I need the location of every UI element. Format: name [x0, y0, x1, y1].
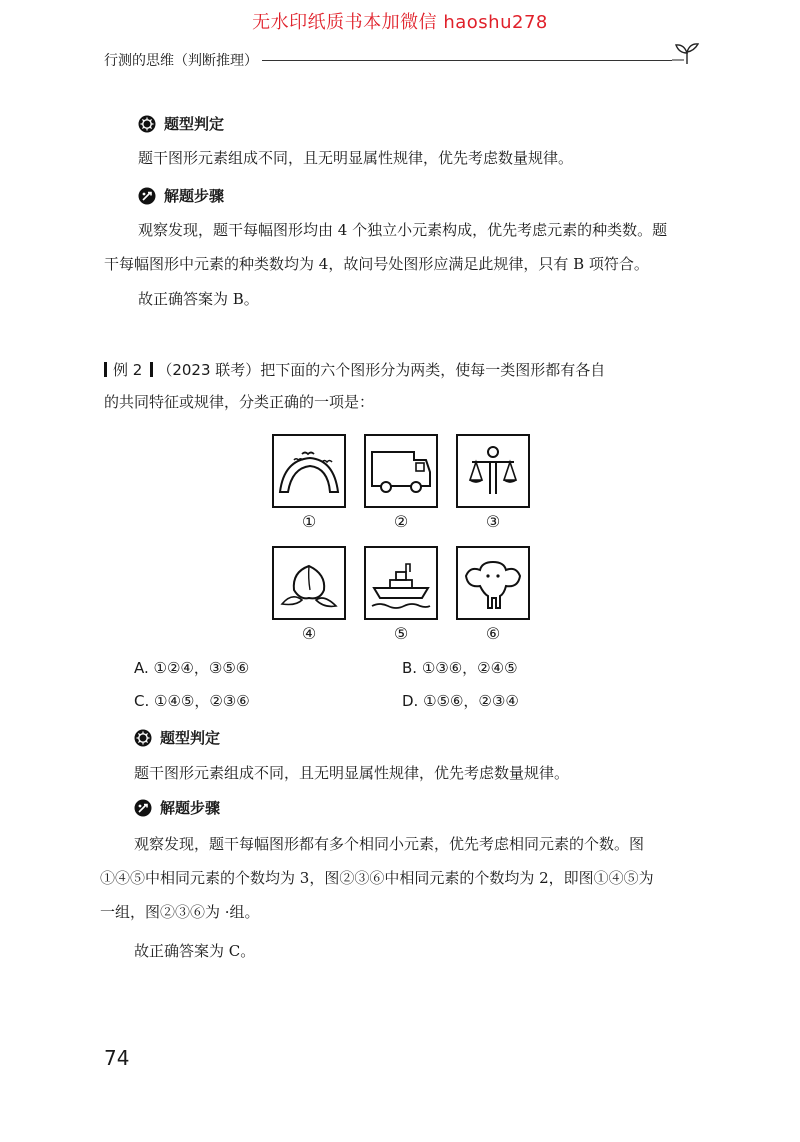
steps-heading-1 [138, 185, 224, 206]
peach-icon [274, 548, 344, 618]
steps-heading-2 [134, 797, 220, 818]
figure-3-caption: ③ [485, 512, 501, 531]
judge-heading-2 [134, 727, 220, 748]
steps-heading-1-label: 解题步骤 [164, 187, 225, 205]
elephant-icon [458, 548, 528, 618]
steps-line-2c: 一组，图②③⑥为 ·组。 [100, 903, 260, 921]
page-number: 74 [104, 1046, 130, 1070]
steps-line-1a: 观察发现，题干每幅图形均由 4 个独立小元素构成，优先考虑元素的种类数。题 [138, 221, 668, 239]
gear-bulb-icon [134, 729, 152, 747]
figure-1 [272, 434, 346, 508]
steps-line-2b: ①④⑤中相同元素的个数均为 3，图②③⑥中相同元素的个数均为 2，即图①④⑤为 [100, 869, 654, 887]
example-label: 例 2 [113, 361, 143, 379]
judge-heading-2-label: 题型判定 [160, 729, 221, 747]
figure-1-caption: ① [301, 512, 317, 531]
ship-icon [366, 548, 436, 618]
header-rule [262, 60, 672, 61]
judge-heading-1 [138, 113, 224, 134]
judge-text-1: 题干图形元素组成不同，且无明显属性规律，优先考虑数量规律。 [138, 149, 574, 167]
watermark-text: 无水印纸质书本加微信 haoshu278 [252, 12, 548, 33]
figure-6-caption: ⑥ [485, 624, 501, 643]
gear-bulb-icon [138, 115, 156, 133]
option-d[interactable]: D. ①⑤⑥，②③④ [402, 692, 519, 710]
example-mark-right [150, 362, 153, 377]
bridge-birds-icon [274, 436, 344, 506]
figure-5-caption: ⑤ [393, 624, 409, 643]
option-a[interactable]: A. ①②④，③⑤⑥ [134, 659, 250, 677]
figure-4 [272, 546, 346, 620]
figure-6 [456, 546, 530, 620]
figure-2 [364, 434, 438, 508]
option-b[interactable]: B. ①③⑥，②④⑤ [402, 659, 518, 677]
sprout-icon [670, 40, 704, 70]
figure-4-caption: ④ [301, 624, 317, 643]
steps-icon [134, 799, 152, 817]
figure-2-caption: ② [393, 512, 409, 531]
option-c[interactable]: C. ①④⑤，②③⑥ [134, 692, 250, 710]
steps-line-2a: 观察发现，题干每幅图形都有多个相同小元素，优先考虑相同元素的个数。图 [134, 835, 645, 853]
figure-3 [456, 434, 530, 508]
answer-1: 故正确答案为 B。 [138, 290, 259, 308]
figure-5 [364, 546, 438, 620]
steps-icon [138, 187, 156, 205]
example-question-line1: （2023 联考）把下面的六个图形分为两类，使每一类图形都有各自 [157, 361, 606, 379]
example-mark-left [104, 362, 107, 377]
steps-heading-2-label: 解题步骤 [160, 799, 221, 817]
balance-scale-figure-icon [458, 436, 528, 506]
answer-2: 故正确答案为 C。 [134, 942, 256, 960]
judge-heading-1-label: 题型判定 [164, 115, 225, 133]
running-header-title: 行测的思维（判断推理） [104, 53, 258, 69]
judge-text-2: 题干图形元素组成不同，且无明显属性规律，优先考虑数量规律。 [134, 764, 570, 782]
truck-icon [366, 436, 436, 506]
example-2-question [104, 354, 704, 386]
steps-line-1b: 干每幅图形中元素的种类数均为 4，故问号处图形应满足此规律，只有 B 项符合。 [104, 255, 649, 273]
example-question-line2: 的共同特征或规律，分类正确的一项是： [104, 393, 375, 411]
